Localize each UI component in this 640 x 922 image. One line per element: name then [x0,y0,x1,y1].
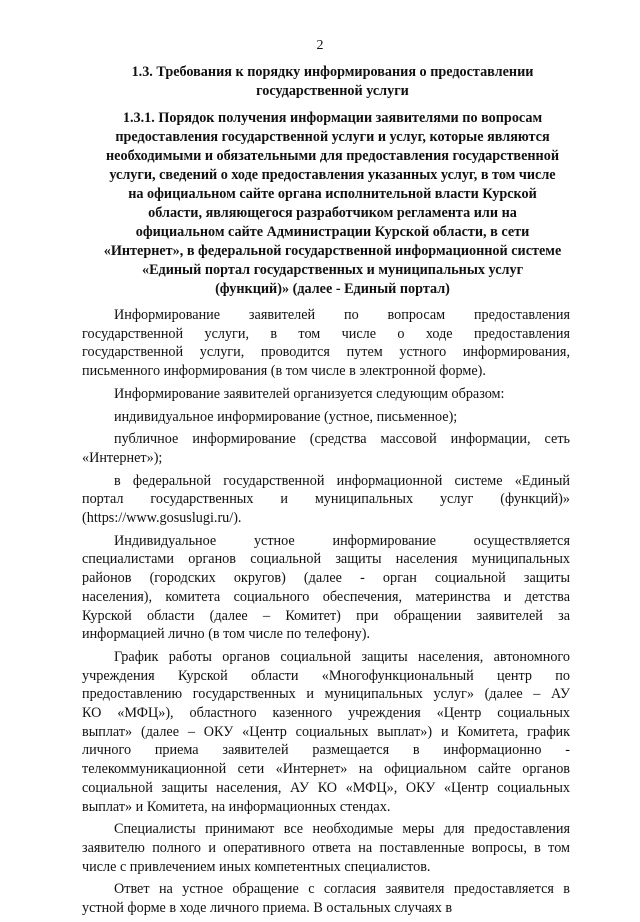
text-line: (https://www.gosuslugi.ru/). [82,510,242,527]
text-line: КО «МФЦ»), областного казенного учреждения «Центр социальных [82,705,570,722]
text-line: информацией лично (в том числе по телефону). [82,626,370,643]
heading-line: «Интернет», в федеральной государственной информационной системе [103,243,562,259]
text-line: населения), комитета социального обеспечения, материнства и детства [82,588,570,605]
text-line: Информирование заявителей по вопросам предоставления [114,307,570,323]
text-line: выплат» и Комитета, на информационных стендах. [82,798,391,815]
text-line: Ответ на устное обращение с согласия заявителя предоставляется в [114,881,570,898]
text-line: личного приема заявителей размещается в информационно - [82,742,570,759]
heading-line: государственной услуги [256,83,409,99]
text-line: в федеральной государственной информационной системе «Единый [114,472,570,489]
paragraph [82,385,570,404]
heading-line: (функций)» (далее - Единый портал) [215,281,450,297]
text-line: портал государственных и муниципальных услуг (функций)» [82,491,570,508]
page-number: 2 [316,38,324,53]
text-line: Курской области (далее – Комитет) при обращении заявителей за [82,607,570,624]
text-line: Специалисты принимают все необходимые меры для предоставления [114,821,570,838]
text-line: районов (городских округов) (далее - орган социальной защиты [82,570,570,587]
text-line: публичное информирование (средства массовой информации, сеть [114,431,570,448]
heading-line: необходимыми и обязательными для предоставления государственной [106,148,559,164]
heading-line: предоставления государственной услуги и услуг, которые являются [115,129,550,145]
text-line: числе с привлечением иных компетентных специалистов. [82,858,431,875]
heading-line: 1.3.1. Порядок получения информации заявителями по вопросам [122,110,543,126]
paragraph [82,472,570,528]
section-heading [95,63,570,101]
text-line: социальной защиты населения, АУ КО «МФЦ», ОКУ «Центр социальных [82,779,570,796]
paragraph [82,306,570,381]
heading-line: области, являющегося разработчиком регламента или на [148,205,517,221]
text-line: График работы органов социальной защиты населения, автономного [114,648,570,665]
heading-line: «Единый портал государственных и муниципальных услуг [141,262,524,278]
heading-line: на официальном сайте органа исполнительной власти Курской [128,186,537,202]
paragraph [82,880,570,917]
text-line: выплат» (далее – ОКУ «Центр социальных выплат») и Комитета, график [82,723,570,740]
paragraph [82,648,570,816]
text-line: государственной услуги, проводится путем устного информирования, [82,344,570,361]
text-line: Информирование заявителей организуется следующим образом: [114,385,505,402]
text-line: устной форме в ходе личного приема. В остальных случаях в [82,900,453,917]
paragraph [82,408,570,427]
document-body [82,306,570,922]
text-line: специалистами органов социальной защиты населения муниципальных [82,551,570,568]
text-line: государственной услуги, в том числе о ходе предоставления [82,325,570,342]
paragraph [82,430,570,467]
text-line: телекоммуникационной сети «Интернет» на официальном сайте органов [82,761,570,778]
heading-line: официальном сайте Администрации Курской области, в сети [135,224,530,240]
text-line: «Интернет»); [82,449,163,466]
text-line: индивидуальное информирование (устное, письменное); [114,408,458,425]
text-line: письменного информирования (в том числе в электронной форме). [82,363,486,380]
text-line: Индивидуальное устное информирование осуществляется [114,532,570,549]
text-line: заявителю полного и оперативного ответа на поставленные вопросы, в том [82,839,570,856]
paragraph [82,532,570,644]
text-line: учреждения Курской области «Многофункциональный центр по [82,667,570,684]
paragraph [82,820,570,876]
subsection-heading [95,109,570,299]
heading-line: 1.3. Требования к порядку информирования о предоставлении [131,64,534,80]
heading-line: услуги, сведений о ходе предоставления указанных услуг, в том числе [109,167,556,183]
text-line: предоставлению государственных и муниципальных услуг» (далее – АУ [82,686,570,703]
